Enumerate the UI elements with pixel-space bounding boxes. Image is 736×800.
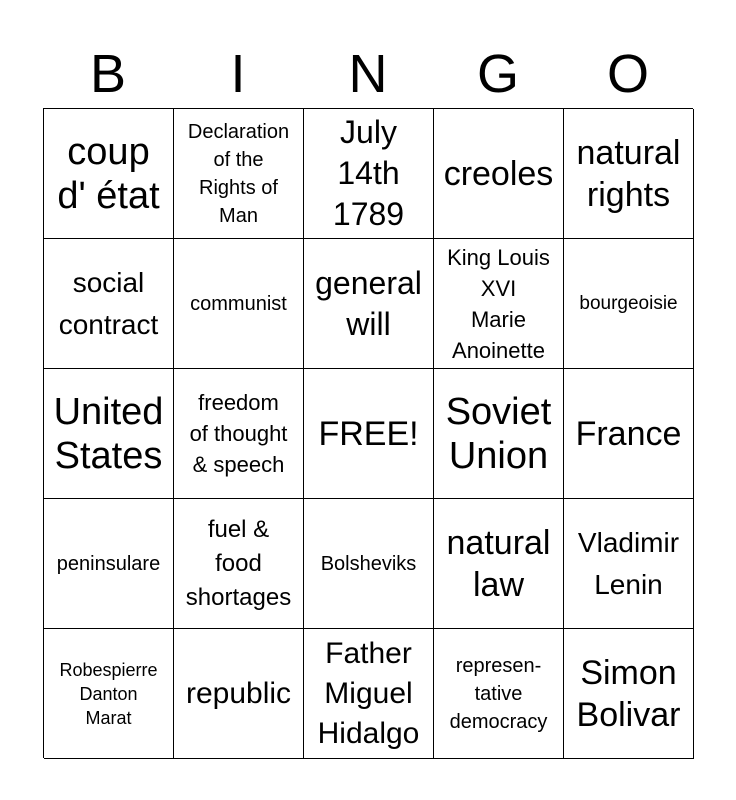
- bingo-cell[interactable]: [434, 239, 564, 369]
- cell-text: Father Miguel Hidalgo: [317, 636, 420, 750]
- header-letter-b: B: [89, 44, 127, 104]
- header-letter-i: I: [230, 44, 246, 104]
- cell-text: creoles: [443, 154, 554, 193]
- cell-text: Vladimir Lenin: [577, 526, 680, 600]
- bingo-cell[interactable]: [174, 499, 304, 629]
- cell-text: Soviet Union: [445, 390, 552, 477]
- bingo-cell[interactable]: [44, 499, 174, 629]
- bingo-cell[interactable]: [564, 369, 694, 499]
- bingo-header: [43, 40, 693, 108]
- cell-text: peninsulare: [56, 552, 161, 575]
- bingo-cell[interactable]: [434, 499, 564, 629]
- bingo-cell[interactable]: [44, 629, 174, 759]
- bingo-grid: [43, 108, 693, 758]
- cell-text: represen- tative democracy: [449, 654, 548, 733]
- cell-text: Robespierre Danton Marat: [59, 659, 158, 728]
- cell-text: Bolsheviks: [320, 552, 417, 575]
- cell-text: coup d' état: [57, 130, 160, 217]
- bingo-cell[interactable]: [564, 109, 694, 239]
- bingo-cell[interactable]: [174, 369, 304, 499]
- header-letter-o: O: [606, 44, 649, 104]
- cell-text: July 14th 1789: [332, 114, 405, 232]
- cell-text: social contract: [58, 266, 159, 340]
- free-space-label: FREE!: [318, 414, 419, 453]
- bingo-cell[interactable]: [44, 109, 174, 239]
- bingo-cell[interactable]: [44, 369, 174, 499]
- free-space-cell[interactable]: [304, 369, 434, 499]
- cell-text: France: [575, 414, 682, 453]
- bingo-cell[interactable]: [564, 499, 694, 629]
- bingo-cell[interactable]: [44, 239, 174, 369]
- bingo-cell[interactable]: [564, 239, 694, 369]
- bingo-cell[interactable]: [304, 109, 434, 239]
- bingo-cell[interactable]: [174, 239, 304, 369]
- cell-text: natural law: [446, 523, 551, 604]
- header-letter-n: N: [348, 44, 388, 104]
- bingo-cell[interactable]: [304, 499, 434, 629]
- cell-text: fuel & food shortages: [185, 515, 292, 611]
- cell-text: bourgeoisie: [579, 293, 678, 314]
- bingo-cell[interactable]: [434, 109, 564, 239]
- bingo-cell[interactable]: [564, 629, 694, 759]
- header-letter-g: G: [476, 44, 519, 104]
- bingo-cell[interactable]: [434, 369, 564, 499]
- cell-text: Declaration of the Rights of Man: [187, 120, 290, 227]
- bingo-cell[interactable]: [174, 629, 304, 759]
- cell-text: United States: [53, 390, 164, 477]
- cell-text: Simon Bolivar: [576, 653, 681, 734]
- cell-text: King Louis XVI Marie Anoinette: [447, 244, 550, 363]
- bingo-cell[interactable]: [304, 629, 434, 759]
- cell-text: natural rights: [576, 133, 681, 214]
- bingo-cell[interactable]: [174, 109, 304, 239]
- bingo-cell[interactable]: [304, 239, 434, 369]
- cell-text: communist: [190, 292, 287, 315]
- cell-text: freedom of thought & speech: [189, 390, 288, 477]
- cell-text: general will: [315, 264, 422, 342]
- bingo-cell[interactable]: [434, 629, 564, 759]
- cell-text: republic: [185, 676, 292, 710]
